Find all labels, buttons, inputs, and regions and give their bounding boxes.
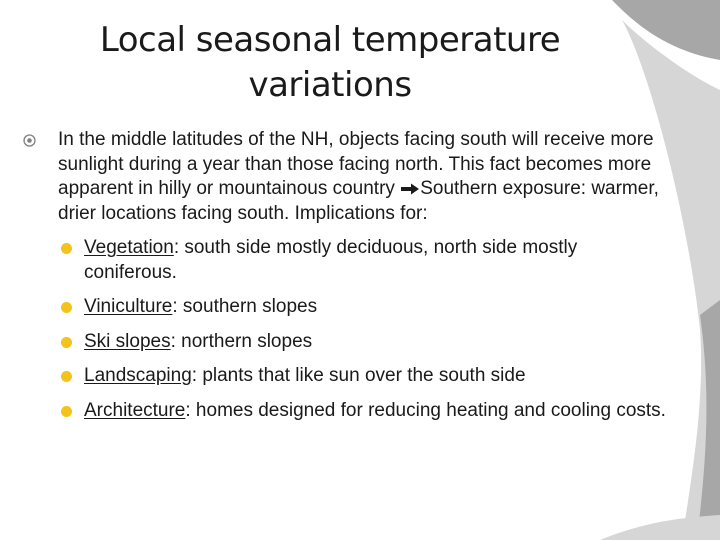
yellow-dot-icon xyxy=(61,371,72,382)
title-line-2: variations xyxy=(248,65,412,105)
yellow-dot-icon xyxy=(61,302,72,313)
list-item-architecture xyxy=(22,399,672,424)
main-text-part-2: Southern exposure: warmer, drier locations facing south. Implications for: xyxy=(58,178,659,224)
implications-list xyxy=(22,236,672,423)
slide-title xyxy=(0,18,660,108)
yellow-dot-icon xyxy=(61,243,72,254)
term-label: Landscaping xyxy=(84,365,192,386)
slide-body xyxy=(22,128,672,423)
term-label: Ski slopes xyxy=(84,330,171,352)
term-label: Architecture xyxy=(84,399,186,421)
term-description: : homes designed for reducing heating and cooling costs. xyxy=(185,399,666,421)
main-bullet xyxy=(22,128,672,226)
yellow-dot-icon xyxy=(61,406,72,417)
term-description: : south side mostly deciduous, north side mostly coniferous. xyxy=(84,237,578,283)
list-item-viniculture xyxy=(22,295,672,320)
term-label: Viniculture xyxy=(84,296,173,317)
bottom-right-curve xyxy=(600,515,720,540)
term-description: : northern slopes xyxy=(170,330,313,352)
list-item-landscaping xyxy=(22,364,672,389)
title-line-1: Local seasonal temperature xyxy=(99,20,561,60)
term-description: : plants that like sun over the south side xyxy=(191,365,526,386)
yellow-dot-icon xyxy=(61,337,72,348)
circled-dot-icon xyxy=(23,134,36,147)
main-text-part-1: In the middle latitudes of the NH, objects facing south will receive more sunlight during a year than those facing north. This fact becomes more apparent in hilly or mountainous country xyxy=(58,129,654,199)
term-description: : southern slopes xyxy=(172,296,318,317)
list-item-vegetation xyxy=(22,236,672,285)
term-label: Vegetation xyxy=(84,237,174,258)
right-arrow-icon xyxy=(400,183,420,195)
list-item-ski-slopes xyxy=(22,330,672,355)
